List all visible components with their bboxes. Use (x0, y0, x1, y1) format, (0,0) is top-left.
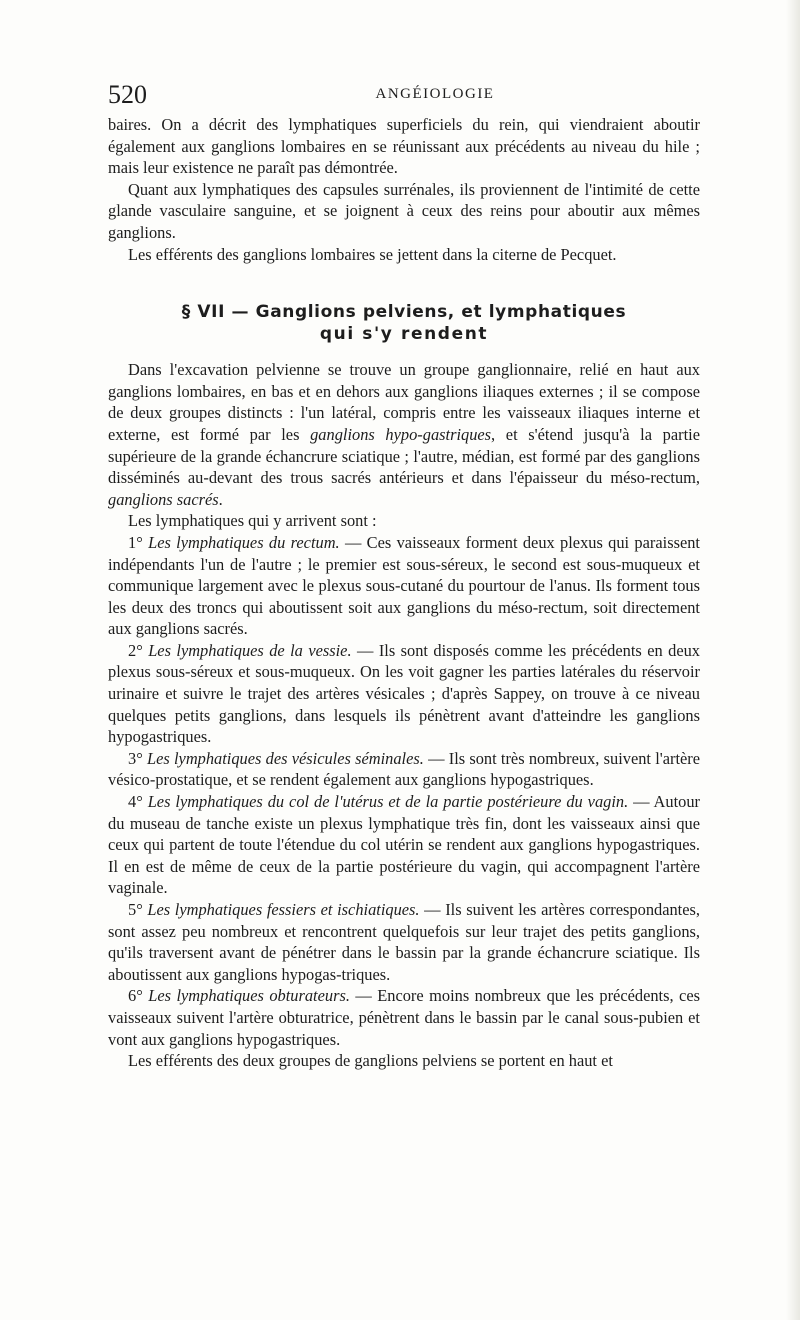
intro-text-3: . (218, 489, 223, 509)
item-title: Les lymphatiques des vésicules séminales. (147, 748, 424, 768)
list-item-col-uterus (108, 791, 700, 899)
item-text: — Autour du museau de tanche existe un plexus lymphatique très fin, dont les vaisseaux ainsi que ceux qui partent de toute l'étendue du col utérin se rendent aux ganglions hypogastriques. Il en est de même de ceux de la partie postérieure du vagin, qui accompagnent l'artère vaginale. (108, 792, 700, 898)
item-number: 5° (128, 900, 148, 919)
list-item-fessiers (108, 899, 700, 985)
paragraph-intro (108, 359, 700, 510)
intro-text-1: Dans l'excavation pelvienne se trouve un groupe ganglionnaire, relié en haut aux ganglions lombaires, en bas et en dehors aux ganglions iliaques externes ; il se compose de deux groupes distincts : l'un latéral, compris entre les vaisseaux iliaques interne et externe, est formé par les (108, 360, 700, 444)
list-item-vesicules (108, 748, 700, 791)
page-body (108, 114, 700, 1072)
item-title: Les lymphatiques du rectum. (148, 532, 340, 552)
intro-term-sacres: ganglions sacrés (108, 489, 219, 509)
paragraph-arrive: Les lymphatiques qui y arrivent sont : (128, 511, 377, 531)
item-number: 2° (128, 640, 149, 660)
list-item-obturateurs (108, 985, 700, 1050)
page-number: 520 (108, 80, 147, 109)
page-header (108, 80, 692, 108)
item-number: 1° (128, 532, 149, 552)
item-number: 6° (128, 986, 149, 1006)
section-title (108, 301, 700, 345)
item-text: — Ces vaisseaux forment deux plexus qui paraissent indépendants l'un de l'autre ; le premier est sous-séreux, le second est sous-muqueux et communique largement avec le plexus sous-cutané du pourtour de l'anus. Ils forment tous les deux des troncs qui aboutissent soit aux ganglions du méso-rectum, soit directement aux ganglions sacrés. (108, 532, 700, 639)
page-edge-shadow (786, 0, 800, 1320)
intro-term-hypogastriques: ganglions hypo-gastriques (310, 424, 492, 444)
paragraph-capsules: Quant aux lymphatiques des capsules surrénales, ils proviennent de l'intimité de cette glande vasculaire sanguine, et se joignent à ceux des reins pour aboutir aux mêmes ganglions. (108, 179, 700, 242)
paragraph-continuation: baires. On a décrit des lymphatiques superficiels du rein, qui viendraient aboutir également aux ganglions lombaires en se réunissant aux précédents au niveau du hile ; mais leur existence ne paraît pas démontrée. (108, 115, 700, 178)
paragraph-efferents-lombaires: Les efférents des ganglions lombaires se jettent dans la citerne de Pecquet. (128, 244, 617, 264)
item-title: Les lymphatiques obturateurs. (148, 986, 350, 1006)
list-item-rectum (108, 532, 700, 640)
item-text: — Encore moins nombreux que les précédents, ces vaisseaux suivent l'artère obturatrice, pénètrent dans le bassin par le canal sous-pubien et vont aux ganglions hypogastriques. (108, 986, 700, 1049)
item-text: — Ils sont disposés comme les précédents en deux plexus sous-séreux et sous-muqueux. On les voit gagner les parties latérales du réservoir urinaire et suivre le trajet des artères vésicales ; d'après Sappey, on trouve à ce niveau quelques petits ganglions, dans lesquels ils pénètrent avant d'atteindre les ganglions hypogastriques. (108, 640, 700, 747)
item-text: — Ils sont très nombreux, suivent l'artère vésico-prostatique, et se rendent également aux ganglions hypogastriques. (108, 748, 701, 790)
item-title: Les lymphatiques du col de l'utérus et de la partie postérieure du vagin. (147, 792, 629, 812)
item-title: Les lymphatiques de la vessie. (148, 640, 352, 660)
section-title-line-1: § VII — Ganglions pelviens, et lymphatiques (181, 302, 627, 323)
intro-text-2: , et s'étend jusqu'à la partie supérieure de la grande échancrure sciatique ; l'autre, médian, est formé par des ganglions disséminés au-devant des trous sacrés antérieurs et dans l'épaisseur du méso-rectum, (108, 424, 700, 488)
list-item-vessie (108, 640, 700, 748)
section-title-line-2: qui s'y rendent (319, 324, 489, 345)
item-title: Les lymphatiques fessiers et ischiatiques. (147, 900, 420, 919)
paragraph-last-line: Les efférents des deux groupes de ganglions pelviens se portent en haut et (128, 1051, 613, 1071)
item-number: 4° (128, 792, 148, 812)
item-text: — Ils suivent les artères correspondantes, sont assez peu nombreux et rencontrent quelquefois sur leur trajet des petits ganglions, qu'ils traversent avant de pénétrer dans le bassin par la grande échancrure sciatique. Ils aboutissent aux ganglions hypogas-triques. (108, 900, 700, 984)
running-head: ANGÉIOLOGIE (375, 86, 495, 102)
item-number: 3° (128, 748, 147, 768)
